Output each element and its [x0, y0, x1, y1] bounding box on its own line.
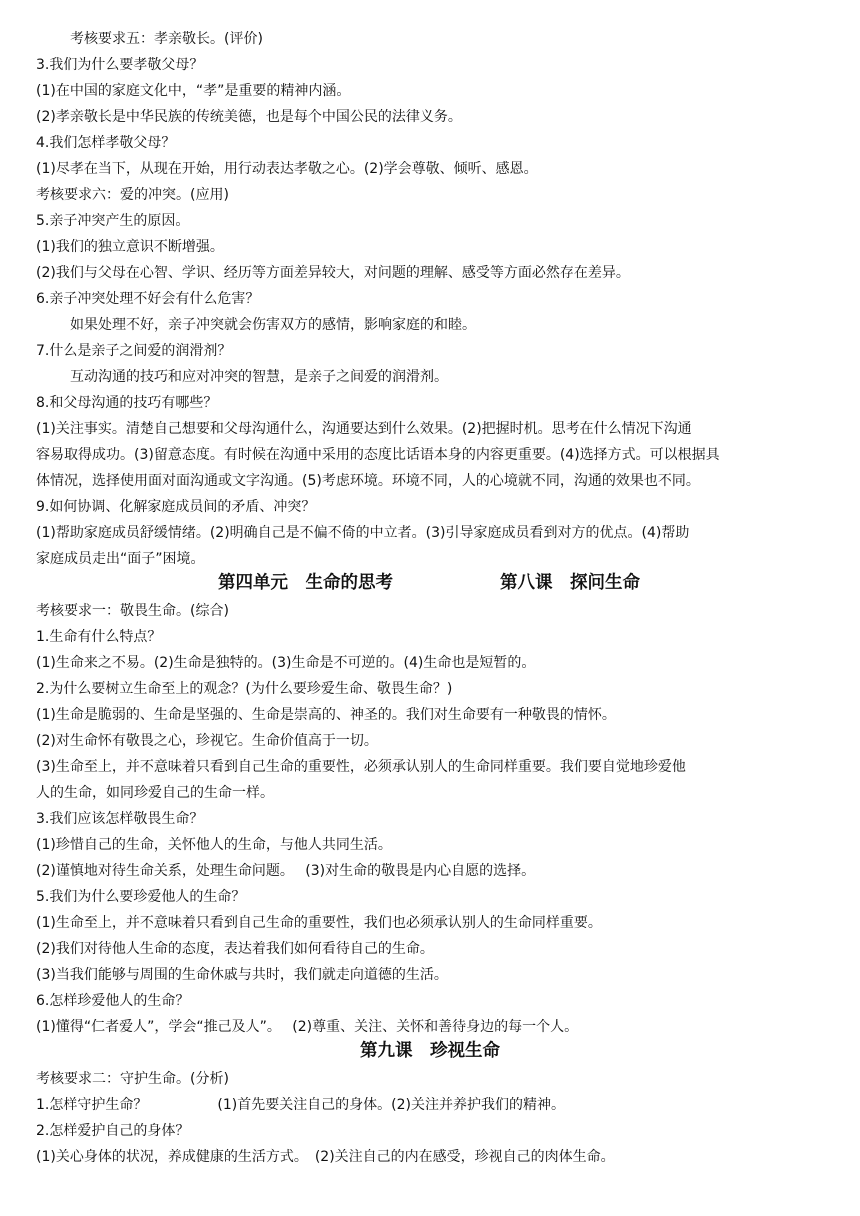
assessment-requirement-2: 考核要求二：守护生命。(分析)	[36, 1071, 229, 1087]
assessment-requirement-1: 考核要求一：敬畏生命。(综合)	[36, 603, 229, 619]
question-7: 7.什么是亲子之间爱的润滑剂？	[36, 343, 232, 359]
answer-line: (1)生命来之不易。(2)生命是独特的。(3)生命是不可逆的。(4)生命也是短暂的。	[36, 655, 536, 671]
answer-line: (1)尽孝在当下，从现在开始，用行动表达孝敬之心。(2)学会尊敬、倾听、感恩。	[36, 161, 538, 177]
answer-line: (1)生命至上，并不意味着只看到自己生命的重要性，我们也必须承认别人的生命同样重要。	[36, 915, 602, 931]
question-1: 1.生命有什么特点？	[36, 629, 162, 645]
answer-line: (1)在中国的家庭文化中，“孝”是重要的精神内涵。	[36, 83, 351, 99]
answer-line: (3)当我们能够与周围的生命休戚与共时，我们就走向道德的生活。	[36, 967, 448, 983]
answer-line: (1)珍惜自己的生命，关怀他人的生命，与他人共同生活。	[36, 837, 392, 853]
answer-line: (1)关心身体的状况，养成健康的生活方式。 (2)关注自己的内在感受，珍视自己的肉体生命。	[36, 1149, 615, 1165]
answer-line: 人的生命，如同珍爱自己的生命一样。	[36, 785, 274, 801]
answer-line: 体情况，选择使用面对面沟通或文字沟通。(5)考虑环境。环境不同，人的心境就不同，沟通的效果也不同。	[36, 473, 700, 489]
answer-line: (1)我们的独立意识不断增强。	[36, 239, 224, 255]
question-2-body: 2.怎样爱护自己的身体？	[36, 1123, 190, 1139]
answer-line: 容易取得成功。(3)留意态度。有时候在沟通中采用的态度比话语本身的内容更重要。(4)选择方式。可以根据具	[36, 447, 720, 463]
answer-line: (2)我们对待他人生命的态度，表达着我们如何看待自己的生命。	[36, 941, 434, 957]
assessment-requirement-5: 考核要求五：孝亲敬长。(评价)	[70, 31, 263, 47]
answer-line: 如果处理不好，亲子冲突就会伤害双方的感情，影响家庭的和睦。	[70, 317, 476, 333]
question-6: 6.亲子冲突处理不好会有什么危害？	[36, 291, 260, 307]
unit-heading-row	[0, 570, 860, 596]
answer-line: (1)懂得“仁者爱人”，学会“推己及人”。 (2)尊重、关注、关怀和善待身边的每一个人。	[36, 1019, 579, 1035]
question-5-life: 5.我们为什么要珍爱他人的生命？	[36, 889, 246, 905]
question-9: 9.如何协调、化解家庭成员间的矛盾、冲突？	[36, 499, 316, 515]
question-4: 4.我们怎样孝敬父母？	[36, 135, 176, 151]
answer-line: (2)孝亲敬长是中华民族的传统美德，也是每个中国公民的法律义务。	[36, 109, 462, 125]
answer-line: (3)生命至上，并不意味着只看到自己生命的重要性，必须承认别人的生命同样重要。我们要自觉地珍爱他	[36, 759, 686, 775]
answer-line: (1)关注事实。清楚自己想要和父母沟通什么，沟通要达到什么效果。(2)把握时机。思考在什么情况下沟通	[36, 421, 692, 437]
answer-line: (2)谨慎地对待生命关系，处理生命问题。 (3)对生命的敬畏是内心自愿的选择。	[36, 863, 536, 879]
question-1-guard: 1.怎样守护生命？ (1)首先要关注自己的身体。(2)关注并养护我们的精神。	[36, 1097, 566, 1113]
answer-line: 家庭成员走出“面子”困境。	[36, 551, 205, 567]
answer-line: 互动沟通的技巧和应对冲突的智慧，是亲子之间爱的润滑剂。	[70, 369, 448, 385]
assessment-requirement-6: 考核要求六：爱的冲突。(应用)	[36, 187, 229, 203]
lesson-9-heading: 第九课 珍视生命	[360, 1041, 500, 1061]
question-6-life: 6.怎样珍爱他人的生命？	[36, 993, 190, 1009]
lesson-8-heading: 第八课 探问生命	[500, 573, 640, 593]
lesson-9-heading-row	[0, 1038, 860, 1064]
question-5: 5.亲子冲突产生的原因。	[36, 213, 190, 229]
question-3-life: 3.我们应该怎样敬畏生命？	[36, 811, 204, 827]
question-2: 2.为什么要树立生命至上的观念？(为什么要珍爱生命、敬畏生命？)	[36, 681, 453, 697]
answer-line: (1)帮助家庭成员舒缓情绪。(2)明确自己是不偏不倚的中立者。(3)引导家庭成员看到对方的优点。(4)帮助	[36, 525, 690, 541]
unit-heading: 第四单元 生命的思考	[218, 573, 393, 593]
answer-line: (2)对生命怀有敬畏之心，珍视它。生命价值高于一切。	[36, 733, 378, 749]
answer-line: (1)生命是脆弱的、生命是坚强的、生命是崇高的、神圣的。我们对生命要有一种敬畏的情怀。	[36, 707, 616, 723]
answer-line: (2)我们与父母在心智、学识、经历等方面差异较大，对问题的理解、感受等方面必然存在差异。	[36, 265, 630, 281]
question-8: 8.和父母沟通的技巧有哪些？	[36, 395, 218, 411]
question-3: 3.我们为什么要孝敬父母？	[36, 57, 204, 73]
